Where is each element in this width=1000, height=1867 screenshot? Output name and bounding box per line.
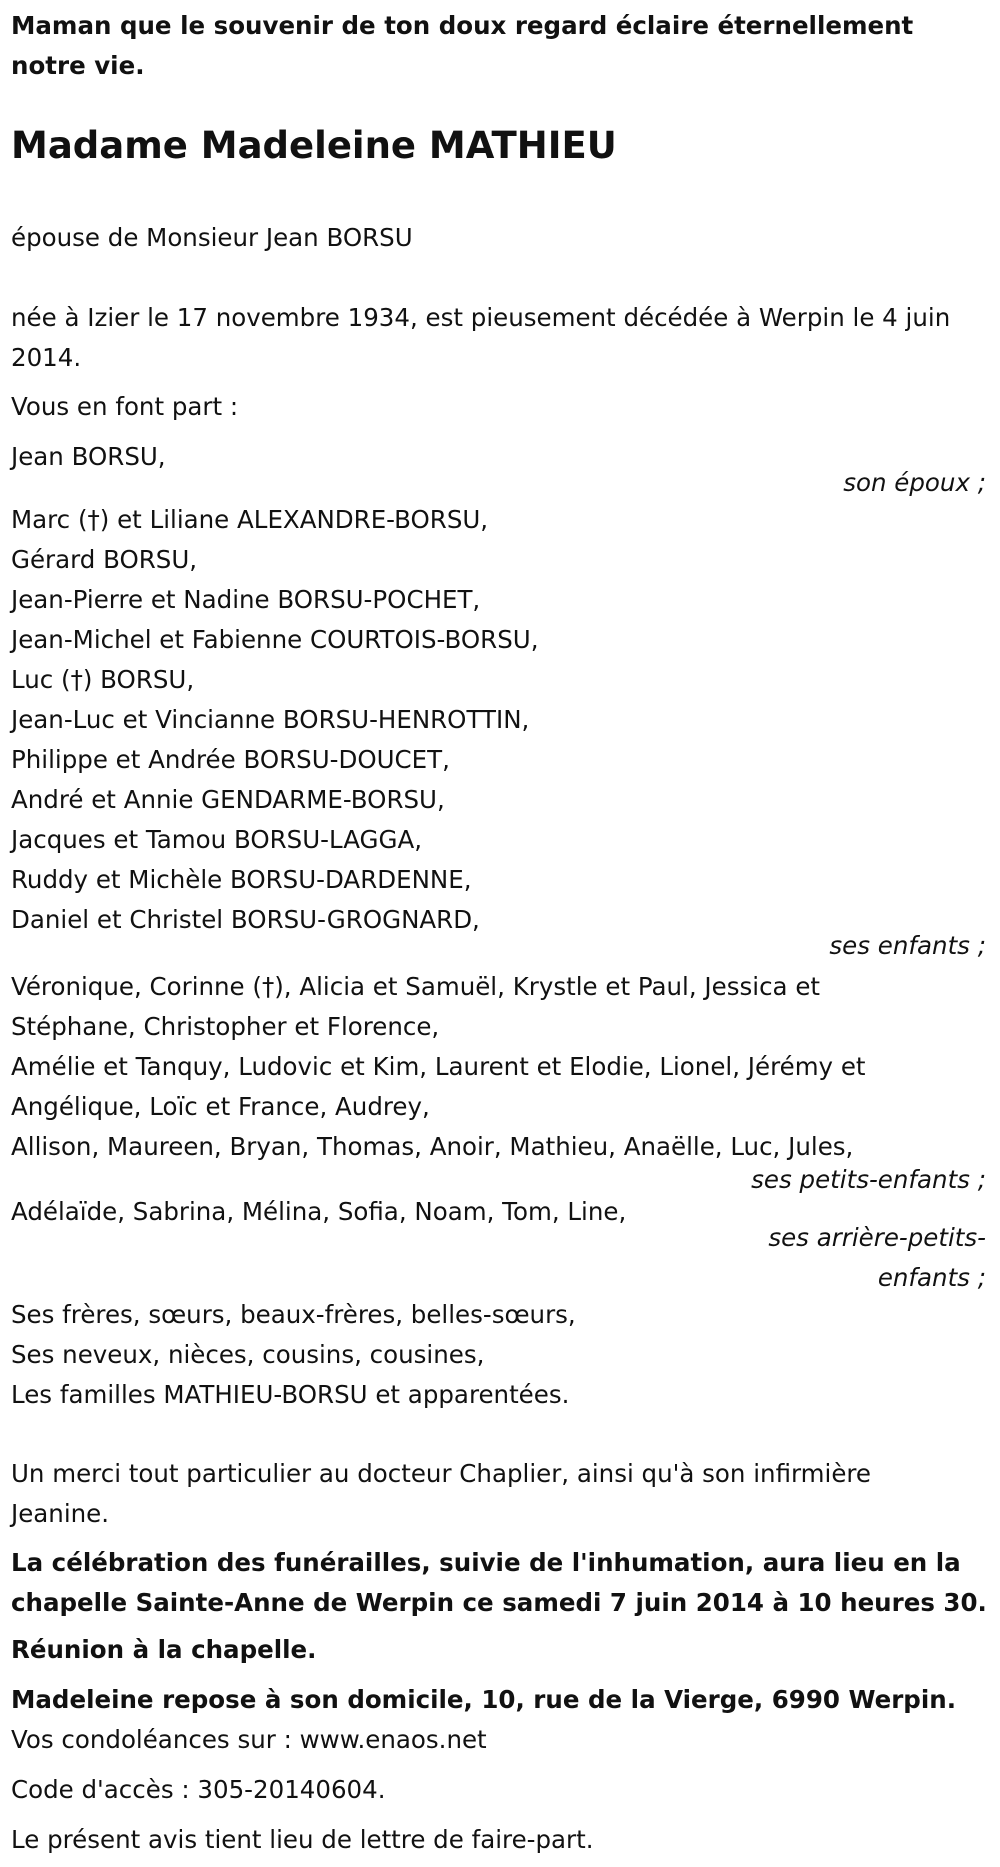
grandchildren-role: ses petits-enfants ; <box>751 1165 986 1194</box>
child-entry: Philippe et Andrée BORSU-DOUCET, <box>11 745 450 774</box>
family-entry: Les familles MATHIEU-BORSU et apparentées. <box>11 1380 570 1409</box>
family-entry: Ses frères, sœurs, beaux-frères, belles-sœurs, <box>11 1300 576 1329</box>
child-entry: Jacques et Tamou BORSU-LAGGA, <box>11 825 423 854</box>
spouse-role: son époux ; <box>843 468 986 497</box>
spouse-name: Jean BORSU, <box>11 442 166 471</box>
child-entry: André et Annie GENDARME-BORSU, <box>11 785 445 814</box>
child-entry: Jean-Pierre et Nadine BORSU-POCHET, <box>11 585 481 614</box>
child-entry: Daniel et Christel BORSU-GROGNARD, <box>11 905 480 934</box>
thanks-paragraph: Un merci tout particulier au docteur Chaplier, ainsi qu'à son infirmière Jeanine. <box>11 1459 872 1528</box>
grandchildren-section <box>11 967 911 1177</box>
child-entry: Jean-Luc et Vincianne BORSU-HENROTTIN, <box>11 705 530 734</box>
child-entry: Jean-Michel et Fabienne COURTOIS-BORSU, <box>11 625 539 654</box>
access-code-line: Code d'accès : 305-20140604. <box>11 1775 386 1804</box>
announcement-line: Vous en font part : <box>11 392 239 421</box>
family-entry: Ses neveux, nièces, cousins, cousines, <box>11 1340 485 1369</box>
spouse-line: épouse de Monsieur Jean BORSU <box>11 223 413 252</box>
birth-death-statement: née à Izier le 17 novembre 1934, est pieusement décédée à Werpin le 4 juin 2014. <box>11 303 951 372</box>
meeting-place: Réunion à la chapelle. <box>11 1635 317 1664</box>
great-grandchildren-role-line1: ses arrière-petits- <box>768 1223 986 1252</box>
deceased-name-title: Madame Madeleine MATHIEU <box>11 124 617 167</box>
repose-location: Madeleine repose à son domicile, 10, rue de la Vierge, 6990 Werpin. <box>11 1685 956 1714</box>
children-role: ses enfants ; <box>829 931 986 960</box>
funeral-announcement: La célébration des funérailles, suivie de l'inhumation, aura lieu en la chapelle Sainte-Anne de Werpin ce samedi 7 juin 2014 à 10 heures 30. <box>11 1548 987 1617</box>
child-entry: Marc (†) et Liliane ALEXANDRE-BORSU, <box>11 505 489 534</box>
child-entry: Gérard BORSU, <box>11 545 198 574</box>
child-entry: Ruddy et Michèle BORSU-DARDENNE, <box>11 865 472 894</box>
closing-line: Le présent avis tient lieu de lettre de faire-part. <box>11 1825 594 1854</box>
great-grandchildren-role-line2: enfants ; <box>877 1263 986 1292</box>
great-grandchildren-section <box>11 1192 986 1312</box>
grandchildren-entry: Amélie et Tanquy, Ludovic et Kim, Laurent et Elodie, Lionel, Jérémy et Angélique, Loïc et France, Audrey, <box>11 1052 866 1121</box>
extended-family-section <box>11 1295 986 1415</box>
great-grandchildren-entry: Adélaïde, Sabrina, Mélina, Sofia, Noam, Tom, Line, <box>11 1197 627 1226</box>
grandchildren-entry: Allison, Maureen, Bryan, Thomas, Anoir, Mathieu, Anaëlle, Luc, Jules, <box>11 1132 854 1161</box>
child-entry: Luc (†) BORSU, <box>11 665 195 694</box>
grandchildren-entry: Véronique, Corinne (†), Alicia et Samuël, Krystle et Paul, Jessica et Stéphane, Christopher et Florence, <box>11 972 821 1041</box>
condolences-line: Vos condoléances sur : www.enaos.net <box>11 1725 487 1754</box>
children-section <box>11 500 986 980</box>
intro-dedication: Maman que le souvenir de ton doux regard éclaire éternellement notre vie. <box>11 11 914 80</box>
